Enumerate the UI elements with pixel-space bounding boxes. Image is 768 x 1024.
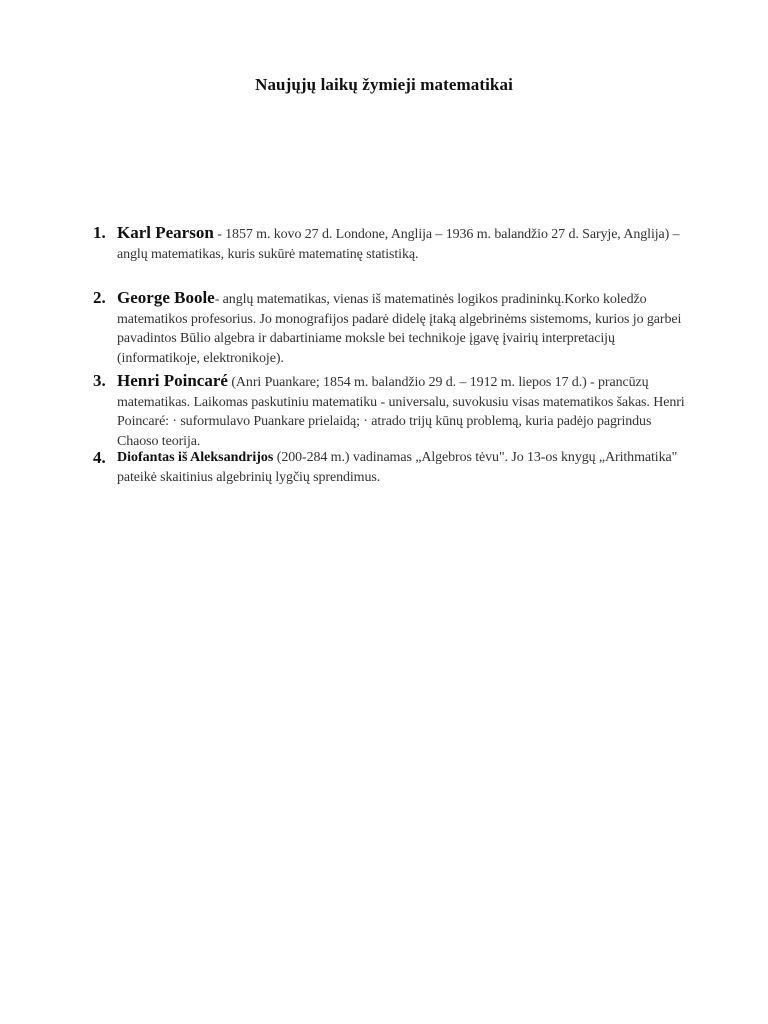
list-item-henri-poincare bbox=[93, 371, 693, 451]
list-item-content bbox=[117, 371, 693, 451]
person-description: (200-284 m.) vadinamas „Algebros tėvu". Jo 13-os knygų „Arithmatika" pateikė skaitinius algebrinių lygčių sprendimus. bbox=[117, 450, 678, 485]
person-name: George Boole bbox=[117, 288, 215, 307]
page-title: Naujųjų laikų žymieji matematikai bbox=[255, 75, 513, 94]
list-item-content bbox=[117, 288, 693, 368]
list-item-karl-pearson bbox=[93, 223, 693, 264]
list-item-number: 4. bbox=[93, 448, 106, 467]
list-item-content bbox=[117, 448, 693, 487]
person-name: Henri Poincaré bbox=[117, 371, 228, 390]
list-item-content bbox=[117, 223, 693, 264]
person-description: - 1857 m. kovo 27 d. Londone, Anglija – 1936 m. balandžio 27 d. Saryje, Anglija) – anglų matematikas, kuris sukūrė matematinę statistiką. bbox=[117, 227, 680, 262]
person-name: Diofantas iš Aleksandrijos bbox=[117, 450, 274, 465]
person-name: Karl Pearson bbox=[117, 223, 214, 242]
person-description: - anglų matematikas, vienas iš matematinės logikos pradininkų.Korko koledžo matematikos profesorius. Jo monografijos padarė didelę įtaką algebrinėms sistemoms, kurios jo garbei pavadintos Būlio algebra ir dabartiniame moksle bei technikoje įgavę įvairių interpretacijų (informatikoje, elektronikoje). bbox=[117, 292, 682, 366]
list-item-george-boole bbox=[93, 288, 693, 368]
list-item-diofantas bbox=[93, 448, 693, 487]
person-description: (Anri Puankare; 1854 m. balandžio 29 d. – 1912 m. liepos 17 d.) - prancūzų matematikas. Laikomas paskutiniu matematiku - universalu, suvokusiu visas matematikos šakas. Henri Poincaré: · suformulavo Puankare prielaidą; · atrado trijų kūnų problemą, kuria padėjo pagrindus Chaoso teorija. bbox=[117, 375, 685, 449]
list-item-number: 1. bbox=[93, 223, 106, 242]
list-item-number: 2. bbox=[93, 288, 106, 307]
list-item-number: 3. bbox=[93, 371, 106, 390]
